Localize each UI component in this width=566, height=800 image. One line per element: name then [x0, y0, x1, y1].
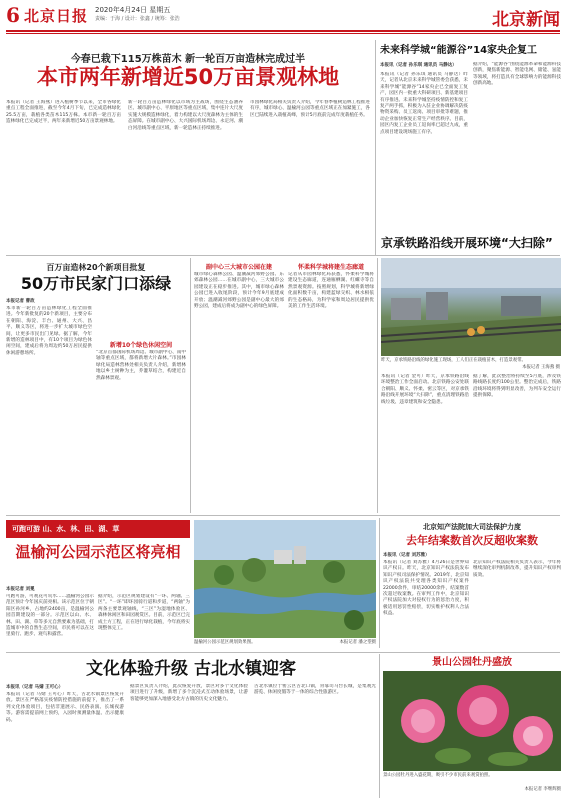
jingcheng-headline: 京承铁路沿线开展环境“大扫除”: [381, 236, 561, 250]
wenyu-render-credit: 本报记者 潘之望摄: [339, 640, 376, 645]
forest-headline: 50万市民家门口添绿: [20, 274, 172, 293]
culture-byline: 本报讯（记者 马婧 王可心）: [6, 685, 64, 690]
wenyu-body-col1: 可跑可游，可观花可赏水……温榆河公园示范区预计今年国庆前亮相。该示范区位于朝阳区孙河乡，占地约2400亩，是温榆河公园首期建设的一部分。示范区以山、水、林、田、湖、草等多元自然要素为基础，打造城市中的自然生态空间，市民将可以在这里骑行、跑步、观鸟和露营。: [6, 594, 94, 638]
paper-logo: 北京日报: [24, 7, 89, 25]
culture-body-col2: 据景区负责人介绍，此次恢复开放，景区对多个文化体验项目进行了升级，新增了多个沉浸式互动体验场景，让游客能够更加深入地感受北方古镇的历史文化魅力。: [130, 684, 248, 702]
ip-body-col1: 本报讯（记者 刘苏雅）4月26日是世界知识产权日。昨天，北京知识产权法院发布知识产权司法保护情况。2019年，北京知识产权法院共受理各类知识产权案件22000余件，审结20000余件，结案数首次超过收案数。在审判工作中，北京知识产权法院加大对侵权行为的惩治力度，积极适用惩罚性赔偿，切实维护权利人合法权益。: [383, 560, 469, 617]
section-title: 北京新闻: [492, 10, 560, 30]
right-col-subhead: 怀柔科学城将建生态廊道: [297, 264, 364, 271]
culture-body-col1: 本报讯（记者 马婧 王可心）昨天，古北水镇景区恢复开放。景区在严格落实疫情防控措施的前提下，推出了一系列文化体验项目，包括非遗展示、民俗表演、长城夜游等。游客需提前网上预约，入园时须测量体温、出示健康码。: [6, 692, 124, 723]
culture-body-col3: 古北水镇位于密云区古北口镇，背靠司马台长城，是集观光游览、休闲度假等于一体的综合性旅游区。: [254, 684, 376, 696]
wenyu-render-art: [194, 520, 376, 638]
railway-photo: [381, 258, 561, 356]
wenyu-kicker: 可跑可游 山、水、林、田、湖、草: [6, 520, 190, 538]
center-subhead: 副中心三大城市公园在建: [205, 264, 272, 271]
peony-photo-credit: 本报记者 李继辉摄: [524, 787, 561, 792]
ip-headline: 去年结案数首次反超收案数: [406, 534, 538, 547]
wenyu-render: [194, 520, 376, 638]
forest-kicker: 百万亩造林20个新项目批复: [46, 263, 146, 272]
railway-photo-caption: 昨天，京承铁路沿线的绿化施工现场，工人们正在栽植苗木，打造景观带。: [381, 358, 526, 363]
header-rule: [6, 30, 560, 32]
lead-body-col3: 市园林绿化局相关负责人介绍，今年春季植树造林工程推进有序，城市绿心、温榆河公园等重点区域正在加紧施工，各区已陆续进入栽植高峰，预计5月底前完成年度栽植任务。: [250, 100, 370, 118]
right-top-body-col2: 据介绍，“能源谷”围绕能源革命和能源科技创新，聚焦新能源、智能电网、储能、氢能等领域，将打造具有全球影响力的能源科技创新高地。: [473, 62, 561, 87]
peony-photo-caption: 景山公园牡丹进入盛花期，吸引不少市民前来观赏拍照。: [383, 773, 493, 778]
right-top-headline: 未来科学城“能源谷”14家央企复工: [380, 45, 538, 56]
jingcheng-body-col1: 本报讯（记者 金可）昨天，京承铁路沿线环境整治工作全面启动。北京铁路公安处联合朝阳、顺义、怀柔、密云等区，对京承铁路沿线开展环境“大扫除”，重点清理铁路沿线垃圾、违章建筑和安全隐患。: [381, 374, 469, 405]
lead-headline: 本市两年新增近50万亩景观林地: [36, 65, 340, 89]
forest-byline: 本报记者 曹政: [6, 299, 35, 304]
right-top-body-col1: 本报讯（记者 孙乐琪 通讯员 马静达）昨天，记者从北京未来科学城管委会获悉，未来科学城“能源谷”14家央企已全面复工复产，园区内一批重大科研项目、新基建项目有序推进。未来科学城坚持疫情防控和复工复产两手抓，积极为入驻企业协调解决防疫物资采购、员工返岗、项目审批等难题，推动企业加快恢复正常生产经营秩序。目前，园区内复工企业员工返岗率已超过九成，重点项目建设现场施工有序。: [380, 72, 468, 135]
wenyu-headline: 温榆河公园示范区将亮相: [15, 543, 181, 561]
railway-photo-credit: 本报记者 王海燕 摄: [522, 365, 560, 370]
forest-body-col2: “北京首都国际机场周边、城市副中心、南中轴等重点区域，都将新增大片森林。”市园林绿化局造林营林处相关负责人介绍，新增林地以乡土树种为主，乔灌草结合，构建近自然森林景观。: [96, 350, 186, 381]
lead-body-col1: 本报讯（记者 王海燕）进入植树季节以来，全市各绿化重点工程全面推进，截至今年4月下旬，已完成造林绿化25.5万亩，栽植各类苗木115万株。本市新一轮百万亩造林绿化已完成过半，两年来新增近50万亩景观林地。: [6, 100, 121, 125]
right-col-body: 记者从市园林绿化局获悉，怀柔科学城将建设生态廊道，连通雁栖湖、红螺寺等自然景观资源。按照规划，科学城将新增绿化面积数千亩，构建蓝绿交织、林水相依的生态格局，为科学家和周边居民提供优美的工作生活环境。: [288, 272, 374, 310]
lead-kicker: 今春已栽下115万株苗木 新一轮百万亩造林完成过半: [70, 54, 306, 65]
page-number: 6: [6, 3, 20, 27]
page-header: [0, 0, 566, 40]
wenyu-body-col2: 据介绍，示范区规划建设有“一环、两轴、三区”。“一环”即环园骑行道和步道，“两轴”为两条主要景观轴线，“三区”为湿地体验区、森林休闲区和田园观赏区。目前，示范区已完成土方工程，正在进行绿化栽植，今年底将实现整体完工。: [98, 594, 190, 632]
lead-body-col2: 新一轮百万亩造林绿化以市域为主战场，围绕生态涵养区、城市副中心、平原地区等重点区域，集中连片大尺度实施大规模造林绿化，着力构建以大尺度森林为主体的生态屏障。在城市副中心、大兴国际机场周边、永定河、潮白河沿线等重点区域，新一轮造林正持续推进。: [128, 100, 243, 131]
issue-date: 2020年4月24日 星期五: [95, 6, 171, 14]
forest-subhead: 新增10个绿色休闲空间: [109, 342, 173, 349]
header-rule-thin: [6, 33, 560, 34]
center-body: 城市绿心森林公园、温潮减河郊野公园、东郊森林公园……在城市副中心，三大城市公园建设正在稳步推进。其中，城市绿心森林公园已进入收尾阶段，预计今年9月底建成开放；温潮减河郊野公园是副中心最大的郊野公园，建成后将成为副中心的绿色屏障。: [194, 272, 284, 310]
wenyu-render-caption: 温榆河公园示范区规划效果图。: [194, 640, 256, 645]
wenyu-byline: 本报记者 刘冕: [6, 587, 35, 592]
culture-headline: 文化体验升级 古北水镇迎客: [86, 659, 296, 679]
jingshan-headline: 景山公园牡丹盛放: [432, 657, 512, 668]
right-top-byline: 本报讯（记者 孙乐琪 通讯员 马静达）: [380, 63, 457, 68]
jingcheng-body-col2: 据了解，此次整治将持续至5月底，涉及铁路线路长度约100公里。整治完成后，铁路沿线环境将得到明显改善，为列车安全运行提供保障。: [473, 374, 561, 399]
ip-body-col2: 北京知识产权法院相关负责人表示，今年将继续深化审判机制改革，提升知识产权审判质效。: [473, 560, 561, 578]
ip-byline: 本报讯（记者 刘苏雅）: [383, 553, 430, 558]
railway-photo-art: [381, 258, 561, 356]
editor-line: 责编：于海 / 设计：张鑫 / 统筹：张浩: [95, 16, 180, 22]
ip-kicker: 北京知产法院加大司法保护力度: [423, 523, 521, 531]
peony-photo: [383, 671, 561, 771]
forest-body-col1: 本市新一轮百万亩造林绿化工程全面推进。今年新批复的20个新项目，主要分布在朝阳、海淀、丰台、通州、大兴、昌平、顺义等区，将进一步扩大城市绿色空间，让更多市民出门见绿。据了解，今年新增的造林项目中，有10个项目为绿色休闲空间，建成后将为周边约50万居民提供休闲游憩场所。: [6, 306, 92, 356]
peony-photo-art: [383, 671, 561, 771]
